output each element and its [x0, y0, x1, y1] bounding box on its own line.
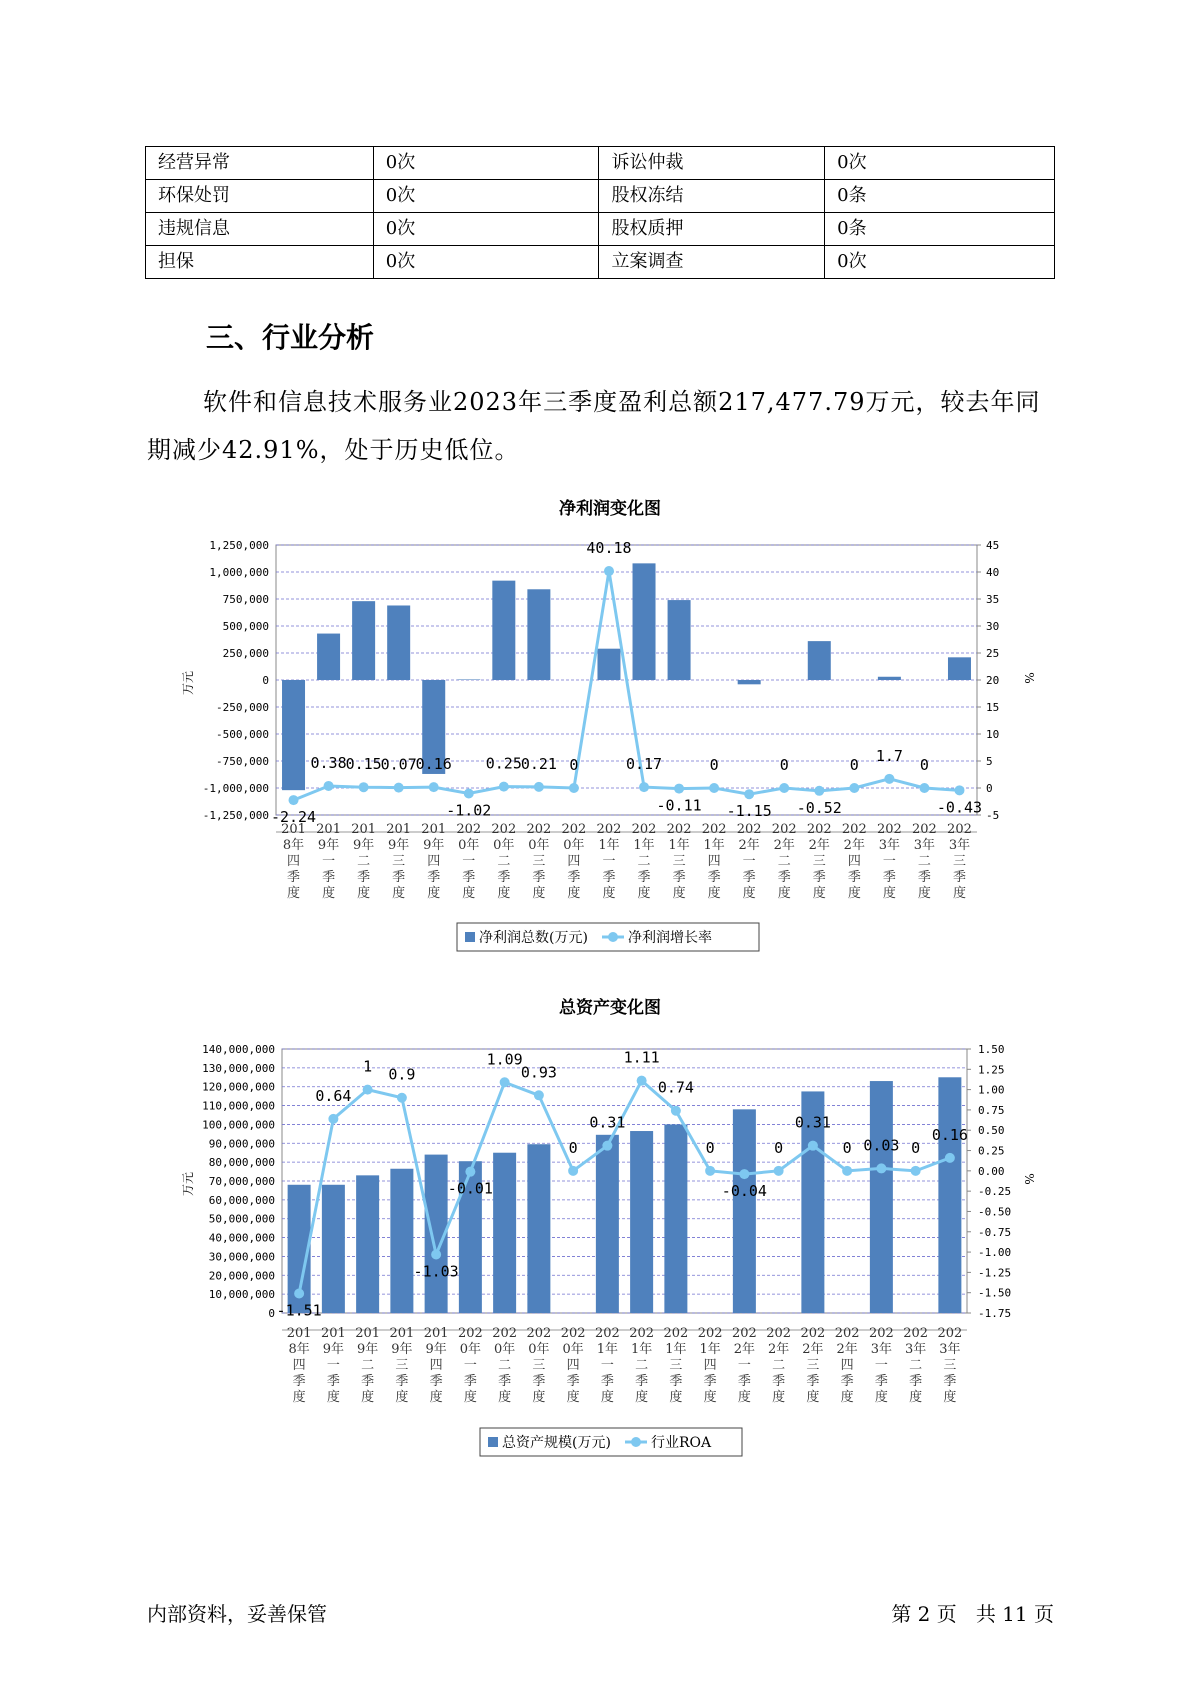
- bar: [387, 605, 410, 680]
- data-label: 0.16: [415, 755, 452, 774]
- x-tick-label: 202 0年四季度: [560, 1326, 586, 1405]
- y-tick-label: 60,000,000: [208, 1193, 275, 1207]
- section-title: 三、行业分析: [206, 321, 375, 354]
- legend-bar-swatch: [465, 932, 475, 942]
- x-tick-label: 202 1年四季度: [697, 1326, 723, 1405]
- y-tick-label: -250,000: [216, 701, 269, 714]
- data-label: -0.04: [721, 1182, 767, 1201]
- data-label: -0.52: [796, 798, 842, 817]
- data-label: -1.03: [413, 1262, 459, 1281]
- x-tick-label: 201 9年二季度: [351, 822, 377, 901]
- line-point: [363, 1085, 373, 1095]
- y-tick-label: -500,000: [216, 728, 269, 741]
- line-point: [431, 1250, 441, 1260]
- net-profit-chart: [0, 488, 1191, 958]
- x-tick-label: 202 1年三季度: [663, 1326, 689, 1405]
- data-label: -0.01: [447, 1179, 493, 1198]
- data-label: 0.93: [520, 1063, 557, 1082]
- line-point: [919, 783, 929, 793]
- y-tick-label: -1,000,000: [202, 782, 269, 795]
- x-tick-label: 202 3年一季度: [868, 1326, 894, 1405]
- data-label: 0: [705, 1138, 715, 1157]
- risk-table-value: 0次: [825, 147, 1055, 180]
- data-label: 0.17: [625, 755, 663, 774]
- y-tick-label: 100,000,000: [202, 1118, 275, 1132]
- line-point: [499, 782, 509, 792]
- y2-tick-label: -0.25: [978, 1185, 1012, 1199]
- x-tick-label: 202 0年一季度: [456, 822, 482, 901]
- risk-info-table: [145, 146, 1055, 279]
- line-point: [464, 789, 474, 799]
- line-point: [779, 783, 789, 793]
- risk-table-value: 0次: [373, 180, 599, 213]
- y2-tick-label: 0.50: [978, 1124, 1005, 1138]
- legend-bar-label: 总资产规模(万元): [502, 1435, 611, 1451]
- y2-tick-label: 0.00: [978, 1164, 1005, 1178]
- y-tick-label: 90,000,000: [208, 1137, 275, 1151]
- line-point: [774, 1166, 784, 1176]
- bar: [596, 1135, 619, 1313]
- y2-tick-label: -0.50: [978, 1205, 1012, 1219]
- bar: [317, 634, 340, 680]
- line-point: [671, 1106, 681, 1116]
- line-point: [604, 566, 614, 576]
- x-tick-label: 202 1年二季度: [629, 1326, 655, 1405]
- data-label: 0: [779, 756, 789, 774]
- y-tick-label: 500,000: [222, 620, 269, 633]
- risk-table-label: 经营异常: [146, 147, 374, 180]
- data-label: 0.03: [863, 1136, 900, 1155]
- legend-bar-swatch: [488, 1437, 498, 1447]
- data-label: 0: [842, 1138, 852, 1157]
- x-tick-label: 201 8年四季度: [286, 1326, 312, 1405]
- x-tick-label: 202 1年二季度: [631, 822, 657, 901]
- y-tick-label: 70,000,000: [208, 1175, 275, 1188]
- risk-table-value: 0次: [373, 213, 599, 246]
- x-tick-label: 201 9年一季度: [316, 822, 341, 901]
- line-point: [849, 783, 859, 793]
- line-point: [429, 782, 439, 792]
- line-point: [568, 1166, 578, 1176]
- line-point: [359, 782, 369, 792]
- x-tick-label: 201 9年四季度: [421, 822, 447, 901]
- data-label: 1.09: [486, 1050, 523, 1069]
- data-label: 0: [569, 756, 579, 774]
- y-tick-label: 110,000,000: [202, 1099, 275, 1113]
- y2-tick-label: 40: [986, 566, 1000, 579]
- line-point: [328, 1114, 338, 1124]
- x-tick-label: 202 2年三季度: [806, 822, 832, 901]
- risk-table-row: [146, 213, 1055, 246]
- y2-tick-label: 5: [986, 755, 993, 768]
- line-point: [911, 1166, 921, 1176]
- data-label: 0.16: [931, 1125, 968, 1144]
- y2-tick-label: -1.25: [978, 1266, 1012, 1280]
- data-label: 0.38: [310, 753, 347, 772]
- y-tick-label: 30,000,000: [208, 1250, 275, 1264]
- risk-table-value: 0条: [825, 180, 1055, 213]
- y-tick-label: 120,000,000: [202, 1080, 275, 1094]
- data-label: 1.7: [875, 746, 903, 765]
- line-point: [945, 1153, 955, 1163]
- footer-page-number: 第 2 页 共 11 页: [891, 1602, 1054, 1626]
- line-point: [739, 1169, 749, 1179]
- data-label: 0: [849, 756, 859, 774]
- chart-title: 总资产变化图: [559, 998, 661, 1018]
- bar: [738, 680, 761, 684]
- x-tick-label: 202 1年一季度: [594, 1326, 620, 1405]
- y2-tick-label: -0.75: [978, 1225, 1012, 1239]
- x-tick-label: 202 0年二季度: [492, 1326, 518, 1405]
- risk-table-label: 股权冻结: [599, 180, 825, 213]
- total-assets-chart: [0, 987, 1191, 1457]
- data-label: 1.11: [623, 1048, 660, 1067]
- y2-tick-label: 10: [986, 728, 1000, 741]
- risk-table-value: 0次: [825, 246, 1055, 279]
- bar: [733, 1109, 756, 1313]
- x-tick-label: 201 9年四季度: [423, 1326, 449, 1405]
- x-tick-label: 202 2年一季度: [736, 822, 762, 901]
- y-tick-label: 40,000,000: [208, 1231, 275, 1245]
- total-assets-chart-svg: [0, 987, 1191, 1457]
- x-tick-label: 202 0年四季度: [561, 822, 587, 901]
- net-profit-chart-svg: [0, 488, 1191, 958]
- data-label: -1.02: [446, 801, 492, 820]
- bar: [282, 680, 305, 790]
- line-point: [324, 781, 334, 791]
- x-tick-label: 201 8年四季度: [281, 822, 306, 901]
- y2-tick-label: 15: [986, 701, 1000, 714]
- x-tick-label: 202 0年三季度: [526, 1326, 552, 1405]
- y2-tick-label: 30: [986, 620, 1000, 633]
- y-tick-label: 20,000,000: [208, 1269, 275, 1283]
- line-point: [294, 1289, 304, 1299]
- y-axis-title: 万元: [181, 670, 195, 696]
- data-label: 0: [568, 1138, 578, 1157]
- data-label: 0.9: [388, 1065, 416, 1084]
- y2-tick-label: -5: [986, 809, 1000, 822]
- y-tick-label: 10,000,000: [208, 1288, 275, 1302]
- bar: [390, 1169, 413, 1313]
- risk-table-value: 0次: [373, 246, 599, 279]
- data-label: 0.31: [589, 1113, 626, 1132]
- data-label: 0: [709, 756, 719, 774]
- x-tick-label: 201 9年三季度: [386, 822, 412, 901]
- x-tick-label: 202 1年三季度: [666, 822, 692, 901]
- data-label: 0.74: [657, 1078, 694, 1097]
- y-tick-label: 0: [268, 1307, 275, 1320]
- bar: [870, 1081, 893, 1313]
- risk-table-row: [146, 246, 1055, 279]
- line-point: [808, 1141, 818, 1151]
- data-label: 0.31: [794, 1113, 831, 1132]
- x-tick-label: 202 2年四季度: [841, 822, 867, 901]
- line-point: [465, 1167, 475, 1177]
- line-point: [569, 783, 579, 793]
- risk-table-row: [146, 147, 1055, 180]
- bar: [356, 1175, 379, 1313]
- y-tick-label: 750,000: [222, 593, 269, 606]
- y2-tick-label: 1.50: [978, 1043, 1005, 1056]
- y2-tick-label: 1.25: [978, 1063, 1005, 1077]
- bar: [878, 677, 901, 680]
- line-point: [639, 782, 649, 792]
- line-point: [744, 789, 754, 799]
- line-point: [709, 783, 719, 793]
- data-label: 0: [774, 1138, 784, 1157]
- y-tick-label: 80,000,000: [208, 1156, 275, 1170]
- x-tick-label: 202 2年二季度: [766, 1326, 792, 1405]
- bar: [527, 1144, 550, 1313]
- line-point: [842, 1166, 852, 1176]
- risk-table-label: 违规信息: [146, 213, 374, 246]
- x-tick-label: 202 1年四季度: [701, 822, 727, 901]
- x-tick-label: 202 3年三季度: [937, 1326, 963, 1405]
- risk-table-row: [146, 180, 1055, 213]
- bar: [322, 1185, 345, 1313]
- data-label: -0.43: [936, 798, 983, 817]
- chart-title: 净利润变化图: [559, 499, 661, 519]
- y2-tick-label: 25: [986, 647, 1000, 660]
- y2-tick-label: 35: [986, 593, 1000, 606]
- x-tick-label: 201 9年三季度: [389, 1326, 415, 1405]
- risk-table-label: 立案调查: [599, 246, 825, 279]
- x-tick-label: 201 9年一季度: [320, 1326, 346, 1405]
- line-point: [500, 1077, 510, 1087]
- footer-confidential-note: 内部资料，妥善保管: [147, 1602, 327, 1626]
- y2-tick-label: 0.25: [978, 1144, 1005, 1158]
- data-label: -1.15: [726, 802, 772, 821]
- y-tick-label: 50,000,000: [208, 1212, 275, 1226]
- bar: [457, 679, 480, 680]
- risk-table-label: 担保: [146, 246, 374, 279]
- bar: [492, 581, 515, 680]
- line-point: [674, 784, 684, 794]
- data-label: 40.18: [586, 539, 632, 558]
- bar: [668, 600, 691, 680]
- data-label: 0: [919, 756, 929, 774]
- risk-table-label: 诉讼仲裁: [599, 147, 825, 180]
- risk-table-value: 0条: [825, 213, 1055, 246]
- y-tick-label: 0: [262, 674, 269, 687]
- data-label: 0.21: [520, 754, 557, 773]
- bar: [597, 649, 620, 680]
- line-point: [884, 774, 894, 784]
- line-point: [534, 782, 544, 792]
- legend-bar-label: 净利润总数(万元): [479, 930, 588, 946]
- risk-table-label: 环保处罚: [146, 180, 374, 213]
- risk-table-label: 股权质押: [599, 213, 825, 246]
- data-label: -2.24: [270, 808, 317, 827]
- line-point: [534, 1090, 544, 1100]
- y2-axis-title: %: [1022, 1173, 1036, 1185]
- bar: [352, 601, 375, 680]
- legend-line-label: 净利润增长率: [628, 930, 712, 946]
- y-axis-title: 万元: [181, 1171, 195, 1197]
- y-tick-label: -1,250,000: [202, 809, 269, 822]
- bar: [630, 1131, 653, 1313]
- x-tick-label: 202 3年三季度: [947, 822, 972, 901]
- bar: [938, 1077, 961, 1313]
- legend-line-marker: [631, 1437, 641, 1447]
- bar: [527, 589, 550, 680]
- x-tick-label: 201 9年二季度: [355, 1326, 381, 1405]
- legend-line-label: 行业ROA: [651, 1435, 712, 1451]
- data-label: -0.11: [656, 796, 702, 815]
- x-tick-label: 202 0年一季度: [457, 1326, 483, 1405]
- x-tick-label: 202 2年一季度: [731, 1326, 757, 1405]
- y2-tick-label: 0.75: [978, 1103, 1005, 1117]
- line-point: [394, 783, 404, 793]
- bar: [633, 563, 656, 680]
- y2-tick-label: -1.00: [978, 1246, 1012, 1260]
- y-tick-label: 130,000,000: [202, 1061, 275, 1075]
- line-point: [637, 1076, 647, 1086]
- bar: [664, 1124, 687, 1313]
- data-label: 0: [911, 1138, 921, 1157]
- y-tick-label: 1,250,000: [209, 539, 269, 552]
- y2-tick-label: 0: [986, 782, 993, 795]
- line-point: [705, 1166, 715, 1176]
- x-tick-label: 202 2年三季度: [800, 1326, 826, 1405]
- data-label: 0.07: [380, 755, 417, 774]
- bar: [808, 641, 831, 680]
- x-tick-label: 202 3年二季度: [903, 1326, 929, 1405]
- line-point: [876, 1163, 886, 1173]
- y-tick-label: 1,000,000: [209, 566, 269, 579]
- line-point: [954, 785, 964, 795]
- y2-tick-label: -1.50: [978, 1286, 1012, 1300]
- industry-analysis-paragraph: 软件和信息技术服务业2023年三季度盈利总额217,477.79万元，较去年同期减少42.91%，处于历史低位。: [147, 388, 1041, 464]
- bar: [948, 657, 971, 680]
- x-tick-label: 202 2年二季度: [771, 822, 797, 901]
- y2-tick-label: 45: [986, 539, 1000, 552]
- y2-tick-label: 1.00: [978, 1083, 1005, 1097]
- x-tick-label: 202 0年三季度: [526, 822, 552, 901]
- data-label: 0.25: [485, 754, 522, 773]
- y-tick-label: 250,000: [222, 647, 269, 660]
- x-tick-label: 202 3年一季度: [876, 822, 902, 901]
- line-point: [814, 786, 824, 796]
- line-point: [289, 795, 299, 805]
- bar: [493, 1153, 516, 1313]
- line-point: [397, 1093, 407, 1103]
- y-tick-label: 140,000,000: [202, 1043, 275, 1056]
- data-label: -1.51: [276, 1301, 322, 1320]
- x-tick-label: 202 1年一季度: [596, 822, 622, 901]
- y2-axis-title: %: [1022, 672, 1036, 684]
- risk-table-value: 0次: [373, 147, 599, 180]
- x-tick-label: 202 2年四季度: [834, 1326, 860, 1405]
- y2-tick-label: 20: [986, 674, 1000, 687]
- x-tick-label: 202 0年二季度: [491, 822, 517, 901]
- legend-line-marker: [608, 932, 618, 942]
- line-point: [602, 1141, 612, 1151]
- data-label: 1: [363, 1057, 373, 1076]
- y2-tick-label: -1.75: [978, 1307, 1012, 1320]
- data-label: 0.15: [345, 755, 382, 774]
- y-tick-label: -750,000: [216, 755, 269, 768]
- data-label: 0.64: [315, 1086, 352, 1105]
- x-tick-label: 202 3年二季度: [912, 822, 937, 901]
